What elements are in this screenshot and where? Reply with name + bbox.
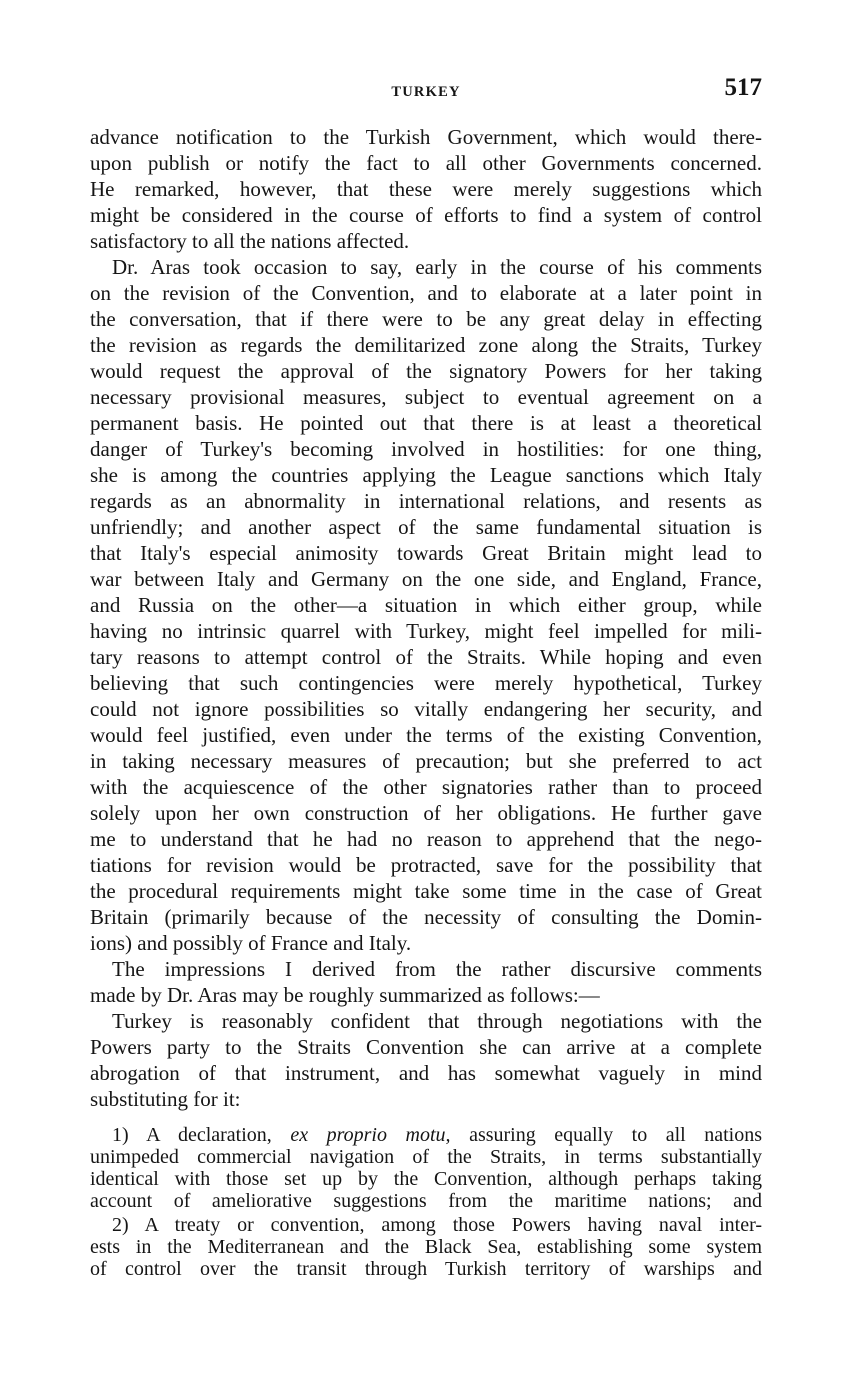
text-line: He remarked, however, that these were merely suggestions which (90, 177, 762, 201)
text-line: advance notification to the Turkish Government, which would there- (90, 125, 762, 149)
text-line: permanent basis. He pointed out that there is at least a theoretical (90, 411, 762, 435)
text-line: of control over the transit through Turkish territory of warships and (90, 1258, 762, 1280)
text-line: with the acquiescence of the other signatories rather than to proceed (90, 775, 762, 799)
numbered-list (90, 1124, 762, 1280)
text-line: that Italy's especial animosity towards Great Britain might lead to (90, 541, 762, 565)
text-line: the procedural requirements might take some time in the case of Great (90, 879, 762, 903)
page-number: 517 (724, 74, 762, 101)
text-line: 2) A treaty or convention, among those Powers having naval inter- (112, 1214, 762, 1236)
item-lead: 1) A declaration, (112, 1124, 272, 1146)
text-line: Turkey is reasonably confident that through negotiations with the (112, 1009, 762, 1033)
text-line: war between Italy and Germany on the one side, and England, France, (90, 567, 762, 591)
text-line: solely upon her own construction of her obligations. He further gave (90, 801, 762, 825)
text-line: having no intrinsic quarrel with Turkey, might feel impelled for mili- (90, 619, 762, 643)
item-rest: assuring equally to all nations (469, 1124, 763, 1146)
text-line: danger of Turkey's becoming involved in hostilities: for one thing, (90, 437, 762, 461)
list-item-2 (90, 1214, 762, 1280)
latin-phrase: ex proprio motu, (290, 1124, 451, 1146)
text-line: identical with those set up by the Convention, although perhaps taking (90, 1168, 762, 1190)
text-line: ions) and possibly of France and Italy. (90, 931, 412, 955)
text-line: Dr. Aras took occasion to say, early in the course of his comments (112, 255, 762, 279)
text-line: would request the approval of the signatory Powers for her taking (90, 359, 762, 383)
text-line: account of ameliorative suggestions from the maritime nations; and (90, 1190, 762, 1212)
text-line: made by Dr. Aras may be roughly summarized as follows:— (90, 983, 600, 1007)
text-line: would feel justified, even under the terms of the existing Convention, (90, 723, 762, 747)
text-line: Britain (primarily because of the necessity of consulting the Domin- (90, 905, 762, 929)
running-head: TURKEY (391, 84, 461, 100)
paragraph-continuation (90, 124, 762, 254)
text-line: tiations for revision would be protracted, save for the possibility that (90, 853, 762, 877)
paragraph-impressions (90, 956, 762, 1008)
page-header (90, 74, 762, 114)
text-line: on the revision of the Convention, and to elaborate at a later point in (90, 281, 762, 305)
text-line: necessary provisional measures, subject to eventual agreement on a (90, 385, 762, 409)
text-line: unfriendly; and another aspect of the same fundamental situation is (90, 515, 762, 539)
text-line: abrogation of that instrument, and has somewhat vaguely in mind (90, 1061, 762, 1085)
text-line: regards as an abnormality in international relations, and resents as (90, 489, 762, 513)
text-line: me to understand that he had no reason to apprehend that the nego- (90, 827, 762, 851)
body-text (90, 124, 762, 1280)
paragraph-aras-comments (90, 254, 762, 956)
text-line: could not ignore possibilities so vitally endangering her security, and (90, 697, 762, 721)
text-line: upon publish or notify the fact to all other Governments concerned. (90, 151, 762, 175)
text-line (90, 1124, 762, 1146)
paragraph-turkey-confident (90, 1008, 762, 1112)
text-line: unimpeded commercial navigation of the Straits, in terms substantially (90, 1146, 762, 1168)
text-line: the revision as regards the demilitarized zone along the Straits, Turkey (90, 333, 762, 357)
text-line: satisfactory to all the nations affected. (90, 229, 410, 253)
text-line: substituting for it: (90, 1087, 241, 1111)
text-line: believing that such contingencies were merely hypothetical, Turkey (90, 671, 762, 695)
text-line: might be considered in the course of efforts to find a system of control (90, 203, 762, 227)
text-line: she is among the countries applying the League sanctions which Italy (90, 463, 762, 487)
text-line: in taking necessary measures of precaution; but she preferred to act (90, 749, 762, 773)
text-line: The impressions I derived from the rather discursive comments (112, 957, 762, 981)
list-item-1 (90, 1124, 762, 1212)
text-line: and Russia on the other—a situation in which either group, while (90, 593, 762, 617)
text-line: ests in the Mediterranean and the Black Sea, establishing some system (90, 1236, 762, 1258)
text-line: tary reasons to attempt control of the Straits. While hoping and even (90, 645, 762, 669)
text-line: Powers party to the Straits Convention she can arrive at a complete (90, 1035, 762, 1059)
text-line: the conversation, that if there were to be any great delay in effecting (90, 307, 762, 331)
